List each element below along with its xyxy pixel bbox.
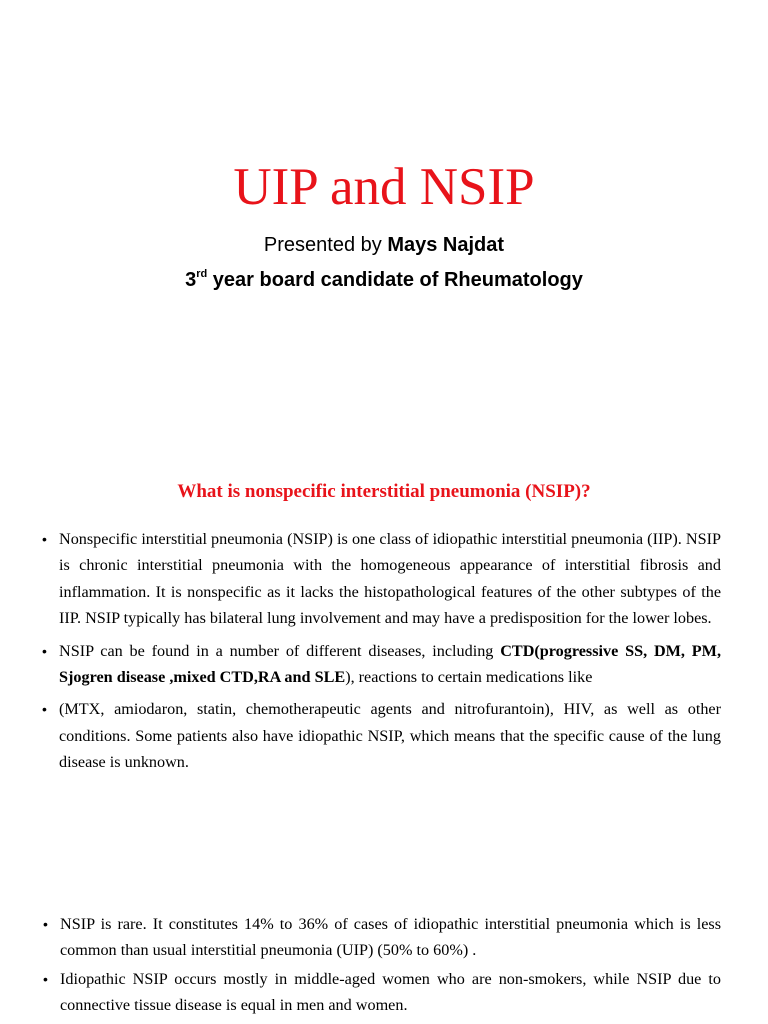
- role-ordinal: 3: [185, 269, 197, 291]
- role-text: year board candidate of Rheumatology: [207, 269, 583, 291]
- list-item: [42, 638, 721, 691]
- slide-title: UIP and NSIP: [233, 158, 535, 216]
- bullet-text: NSIP can be found in a number of different diseases, including: [59, 641, 501, 660]
- bullet-text: ), reactions to certain medications like: [345, 668, 593, 687]
- presenter-role: [0, 265, 768, 295]
- list-item: [42, 911, 721, 964]
- bullet-bold-text: CTD(progressive SS, DM, PM, Sjogren disease ,mixed CTD,RA and SLE: [59, 641, 721, 687]
- bullet-text: Idiopathic NSIP occurs mostly in middle-aged women who are non-smokers, while NSIP due to connective tissue disease is equal in men and women.: [60, 969, 721, 1015]
- nsip-definition-list: [42, 526, 721, 782]
- presented-by-label: Presented by: [263, 234, 388, 256]
- bullet-text: NSIP is rare. It constitutes 14% to 36% of cases of idiopathic interstitial pneumonia which is less common than usual interstitial pneumonia (UIP) (50% to 60%) .: [60, 915, 721, 960]
- bullet-icon: •: [42, 701, 47, 718]
- bullet-text: (MTX, amiodaron, statin, chemotherapeutic agents and nitrofurantoin), HIV, as well as other conditions. Some patients also have idiopathic NSIP, which means that the specific cause of the lung disease is unknown.: [59, 700, 721, 772]
- role-ordinal-suffix: rd: [196, 268, 208, 280]
- nsip-epidemiology-list: [42, 911, 721, 1021]
- bullet-icon: •: [43, 916, 48, 932]
- bullet-text: Nonspecific interstitial pneumonia (NSIP) is one class of idiopathic interstitial pneumonia (IIP). NSIP is chronic interstitial pneumonia with the homogeneous appearance of interstitial fibrosis and inflammation. It is nonspecific as it lacks the histopathological features of the other subtypes of the IIP. NSIP typically has bilateral lung involvement and may have a predisposition for the lower lobes.: [59, 530, 721, 628]
- list-item: [42, 966, 721, 1019]
- presenter-line: [0, 230, 768, 260]
- bullet-icon: •: [42, 531, 47, 547]
- list-item: [42, 696, 721, 775]
- list-item: [42, 526, 721, 632]
- bullet-icon: •: [43, 970, 48, 987]
- section-heading: What is nonspecific interstitial pneumonia (NSIP)?: [177, 481, 591, 502]
- presenter-name: Mays Najdat: [387, 234, 505, 256]
- bullet-icon: •: [42, 642, 47, 659]
